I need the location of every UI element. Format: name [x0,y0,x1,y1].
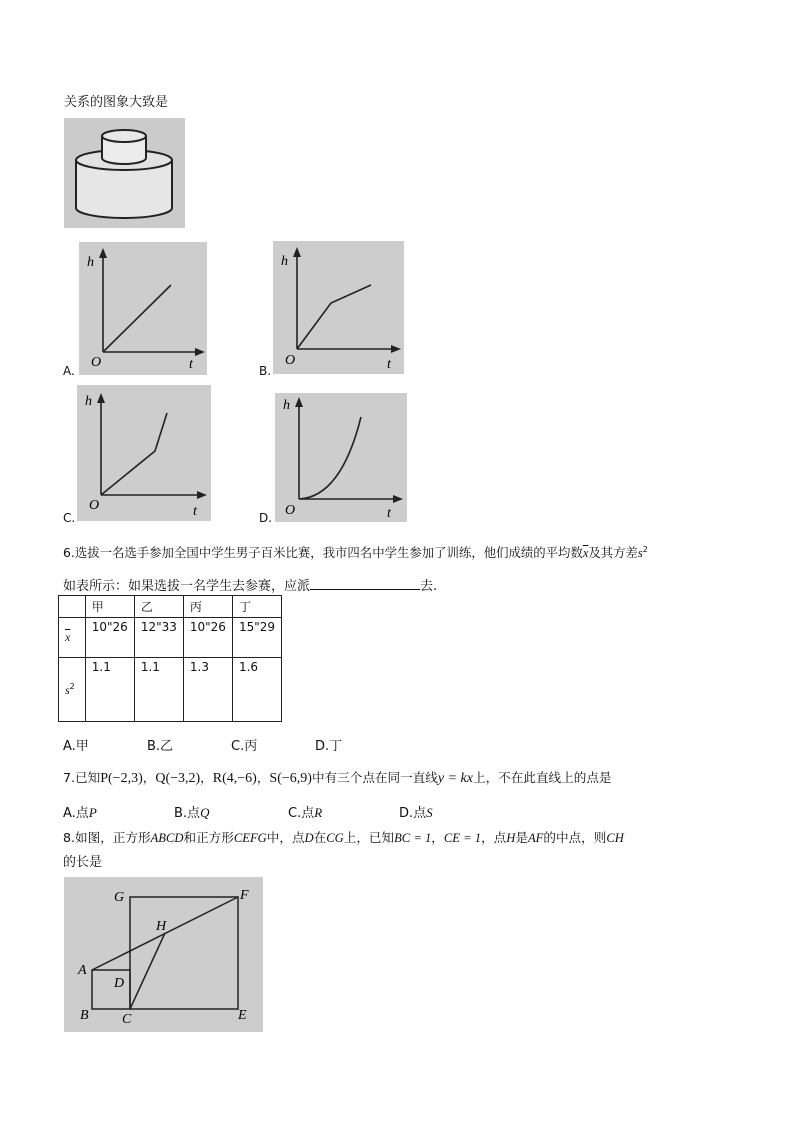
q7-sep: ， [200,770,213,785]
q6-choice-a[interactable]: A.甲 [63,739,89,754]
q6-choice-b[interactable]: B.乙 [147,739,174,754]
q8-text: 是 [515,830,528,845]
q7-tail: 上，不在此直线上的点是 [472,770,612,785]
stacked-cylinders-figure [64,118,185,228]
q8-text: ， [431,830,444,845]
option-c-t-axis-label: t [193,504,197,519]
q6-line1-text: 6.选拔一名选手参加全国中学生男子百米比赛，我市四名中学生参加了训练，他们成绩的平均数 [63,545,583,560]
q8-var: CH [606,831,624,845]
q7-point-s: S(−6,9) [269,771,312,786]
q8-var: CEFG [233,831,267,845]
q6-answer-blank[interactable] [310,577,420,590]
q6-line2-text: 如表所示：如果选拔一名学生去参赛，应派 [63,579,311,594]
q8-text: ，点 [481,830,507,845]
q7-line-equation: y = kx [437,771,473,786]
q8-var: D [304,831,314,845]
option-a-t-axis-label: t [189,357,193,372]
q6-line1-mid: 及其方差 [588,545,638,560]
option-b-graph [273,241,404,374]
q7-choice-d-prefix: D.点 [399,806,427,821]
q6-row-mean-label [59,618,86,658]
q7-point-p: P(−2,3) [100,771,143,786]
q6-table-mean-row [59,618,282,658]
q7-point-q: Q(−3,2) [155,771,201,786]
q6-header-jia: 甲 [85,596,134,618]
option-a-graph [79,242,207,375]
q8-var: ABCD [150,831,184,845]
q5-tail-text: 关系的图象大致是 [64,95,169,110]
q7-choice-a-prefix: A.点 [63,806,89,821]
q8-text: 在 [313,830,327,845]
q8-var: H [506,831,516,845]
q7-choice-d-var: S [426,805,433,820]
table-cell: 1.6 [232,658,281,722]
q8-line2: 的长是 [63,855,103,870]
q8-var: AF [527,831,544,845]
q6-table-corner [59,596,86,618]
q6-mean-symbol: $\overline{x}$ [582,546,589,560]
table-cell: 1.1 [85,658,134,722]
option-a-origin-label: O [91,355,102,370]
option-d-label: D. [259,511,273,525]
q6-line2 [63,575,437,594]
q8-var: CG [326,831,344,845]
q7-choice-c-prefix: C.点 [288,806,315,821]
figure-label-d: D [114,976,125,991]
option-d-h-axis-label: h [283,398,290,413]
q7-choices [63,802,463,820]
option-b-h-axis-label: h [281,254,288,269]
option-a-h-axis-label: h [87,255,94,270]
option-c-graph [77,385,211,521]
q6-choice-c[interactable]: C.丙 [231,739,258,754]
q8-text: 和正方形 [183,830,234,845]
q8-text: 上，已知 [343,830,395,845]
q6-table-variance-row [59,658,282,722]
q7-choice-d[interactable] [399,802,433,821]
option-d-graph [275,393,407,522]
q8-text: 的中点，则 [543,830,607,845]
q8-text: 8.如图，正方形 [63,830,151,845]
option-b-label: B. [259,364,272,378]
q6-table-header-row [59,596,282,618]
figure-label-g: G [114,890,125,905]
q7-choice-b-var: Q [200,805,210,820]
q7-sep: ， [256,770,270,785]
q7-prefix: 7.已知 [63,770,101,785]
q6-row-variance-symbol: s [65,682,70,697]
figure-label-c: C [122,1012,132,1027]
option-c-origin-label: O [89,498,100,513]
q7-mid: 中有三个点在同一直线 [311,770,438,785]
q6-header-ding: 丁 [232,596,281,618]
q7-choice-a-var: P [88,805,97,820]
q8-line1 [63,827,624,846]
q8-var: CE = 1 [443,831,482,845]
option-c-h-axis-label: h [85,394,92,409]
figure-label-h: H [156,919,167,934]
q6-row-variance-label [59,658,86,722]
q6-header-yi: 乙 [134,596,183,618]
q8-squares-figure [64,877,263,1032]
q6-score-table [58,595,282,722]
q8-var: BC = 1 [394,831,432,845]
q7-point-r: R(4,−6) [212,771,257,786]
figure-label-e: E [238,1008,247,1023]
q7-choice-b[interactable] [174,802,209,821]
option-d-origin-label: O [285,503,296,518]
q6-header-bing: 丙 [183,596,232,618]
q8-text: 中，点 [266,830,305,845]
table-cell: 15"29 [232,618,281,658]
q7-choice-c[interactable] [288,802,322,821]
option-d-t-axis-label: t [387,506,391,521]
figure-label-b: B [80,1008,89,1023]
q7-choice-a[interactable] [63,802,97,821]
table-cell: 1.3 [183,658,232,722]
q6-variance-sup: 2 [642,544,648,554]
table-cell: 12"33 [134,618,183,658]
option-a-label: A. [63,364,75,378]
q6-line2-tail: 去. [420,579,438,594]
figure-label-a: A [78,963,87,978]
q7-sep: ， [142,770,156,785]
q6-row-mean-symbol: $\overline{x}$ [65,630,71,644]
q6-line1 [63,543,648,561]
table-cell: 10"26 [183,618,232,658]
q6-choice-d[interactable]: D.丁 [315,739,343,754]
option-b-origin-label: O [285,353,296,368]
q6-row-variance-sup: 2 [69,681,75,691]
q6-variance-symbol: s [637,546,643,560]
figure-label-f: F [240,888,249,903]
q7-choice-c-var: R [314,805,323,820]
q7-choice-b-prefix: B.点 [174,806,201,821]
option-b-t-axis-label: t [387,357,391,372]
q7-line [63,767,612,787]
table-cell: 10"26 [85,618,134,658]
option-c-label: C. [63,511,76,525]
table-cell: 1.1 [134,658,183,722]
